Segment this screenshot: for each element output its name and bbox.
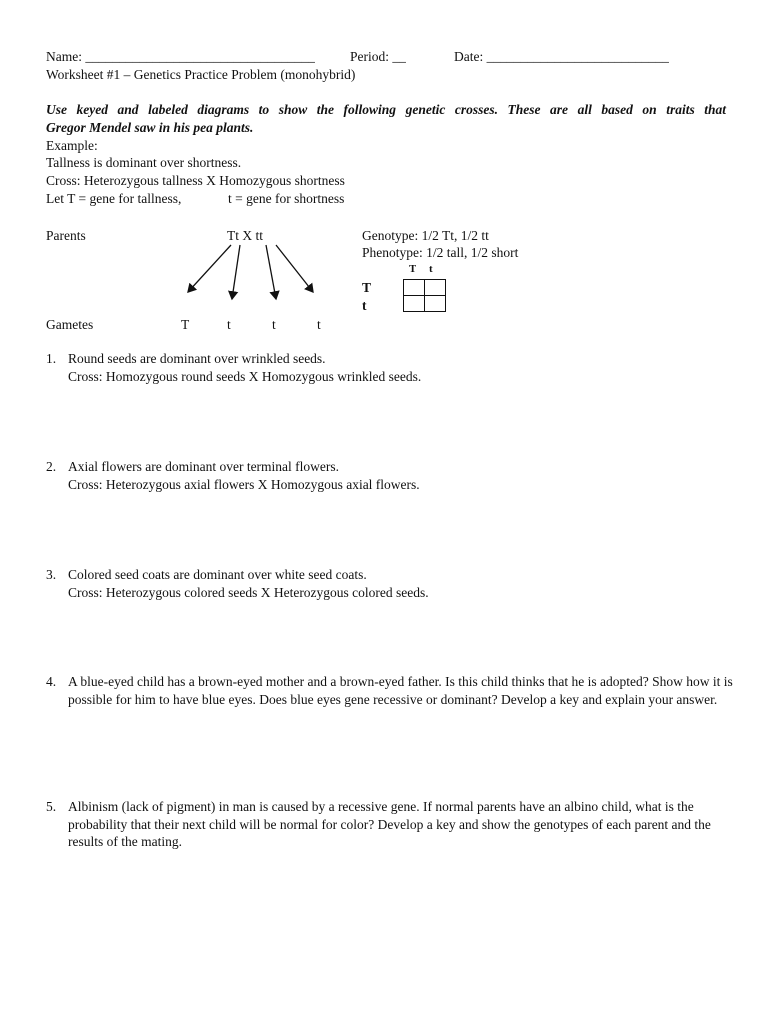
example-label: Example: xyxy=(46,138,98,153)
gamete: t xyxy=(272,317,276,332)
worksheet-title: Worksheet #1 – Genetics Practice Problem (monohybrid) xyxy=(46,67,356,82)
problem-5 xyxy=(46,798,736,851)
problem-number: 2. xyxy=(46,459,57,474)
problem-4 xyxy=(46,673,736,708)
problem-cross: Cross: Heterozygous axial flowers X Homozygous axial flowers. xyxy=(68,476,420,492)
period-label: Period: xyxy=(350,49,389,64)
problem-3 xyxy=(46,566,736,601)
example-key-T: Let T = gene for tallness, xyxy=(46,191,182,206)
punnett-cell[interactable] xyxy=(403,279,425,296)
problem-number: 5. xyxy=(46,799,57,814)
gamete: t xyxy=(317,317,321,332)
problem-cross: Cross: Heterozygous colored seeds X Heterozygous colored seeds. xyxy=(68,584,429,600)
parents-cross: Tt X tt xyxy=(227,228,263,243)
instructions-line-2: Gregor Mendel saw in his pea plants. xyxy=(46,120,254,135)
gametes-label: Gametes xyxy=(46,317,94,332)
name-blank[interactable]: __________________________________ xyxy=(85,49,315,64)
punnett-side-t: t xyxy=(362,298,367,313)
punnett-cell[interactable] xyxy=(424,279,446,296)
problem-2 xyxy=(46,458,736,493)
example-key-t: t = gene for shortness xyxy=(228,191,345,206)
punnett-top-t: t xyxy=(429,263,433,272)
punnett-side-T: T xyxy=(362,280,372,295)
arrow-2 xyxy=(232,245,240,299)
example-trait: Tallness is dominant over shortness. xyxy=(46,155,242,170)
problem-text: Round seeds are dominant over wrinkled seeds. xyxy=(68,351,326,366)
problem-1 xyxy=(46,350,736,385)
problem-text: Albinism (lack of pigment) in man is caused by a recessive gene. If normal parents have an albino child, what is the probability that their next child will be normal for color? Develop a key and show the genotypes of each parent and the results of the mating. xyxy=(68,799,711,849)
problem-text: Colored seed coats are dominant over white seed coats. xyxy=(68,567,367,582)
parents-label: Parents xyxy=(46,228,86,243)
gamete: t xyxy=(227,317,231,332)
arrow-1 xyxy=(188,245,231,292)
period-blank[interactable]: __ xyxy=(392,49,406,64)
instructions-line-1: Use keyed and labeled diagrams to show the following genetic crosses. These are all based on traits that xyxy=(46,102,726,117)
problem-text: A blue-eyed child has a brown-eyed mother and a brown-eyed father. Is this child thinks that he is adopted? Show how it is possible for him to have blue eyes. Does blue eyes gene recessive or dominant? Develop a key and explain your answer. xyxy=(68,674,733,707)
arrow-3 xyxy=(266,245,276,299)
genotype-result: Genotype: 1/2 Tt, 1/2 tt xyxy=(362,228,489,243)
problem-number: 1. xyxy=(46,351,57,366)
phenotype-result: Phenotype: 1/2 tall, 1/2 short xyxy=(362,245,519,260)
date-blank[interactable]: ___________________________ xyxy=(486,49,669,64)
punnett-cell[interactable] xyxy=(403,295,425,312)
problem-text: Axial flowers are dominant over terminal flowers. xyxy=(68,459,340,474)
example-cross: Cross: Heterozygous tallness X Homozygous shortness xyxy=(46,173,345,188)
date-label: Date: xyxy=(454,49,484,64)
problem-cross: Cross: Homozygous round seeds X Homozygous wrinkled seeds. xyxy=(68,368,422,384)
punnett-top-T: T xyxy=(409,263,417,272)
arrow-4 xyxy=(276,245,313,292)
name-label: Name: xyxy=(46,49,82,64)
problem-number: 3. xyxy=(46,567,57,582)
punnett-cell[interactable] xyxy=(424,295,446,312)
problem-number: 4. xyxy=(46,674,57,689)
gamete: T xyxy=(181,317,190,332)
